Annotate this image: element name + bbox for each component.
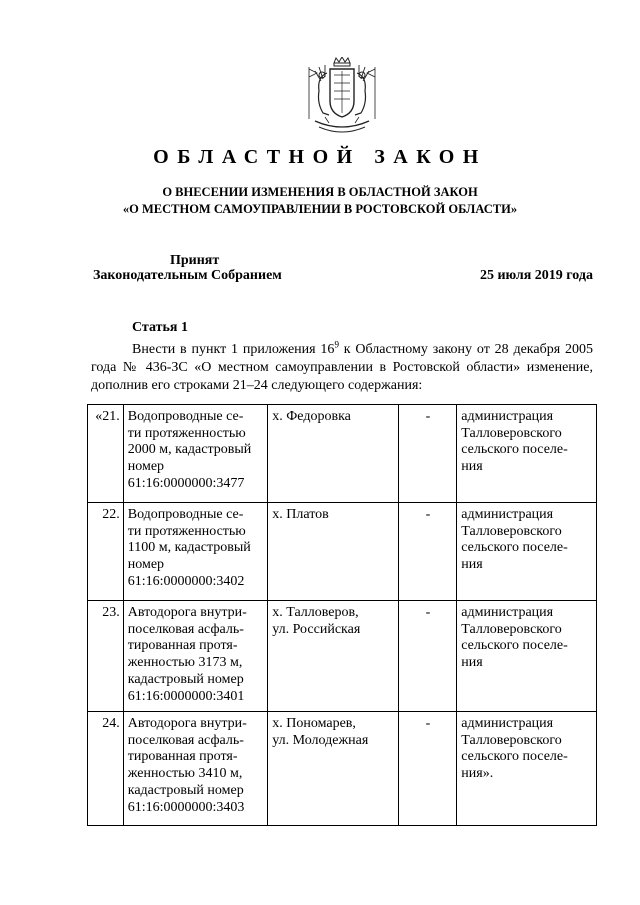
empty-column-dash: - — [398, 601, 457, 712]
administration-name: администрация Талловеровского сельского поселе- ния — [457, 503, 597, 601]
article-heading: Статья 1 — [132, 320, 188, 335]
empty-column-dash: - — [398, 405, 457, 503]
article-text-end: к Областному закону от 28 декабря 2005 года № 436-ЗС «О местном самоуправлении в Ростовской области» изменение, дополнив его строками 21–24 следующего содержания: — [91, 342, 593, 393]
appendix-superscript: 9 — [334, 339, 339, 350]
adoption-date: 25 июля 2019 года — [479, 268, 593, 283]
object-location: х. Федоровка — [268, 405, 398, 503]
object-location: х. Платов — [268, 503, 398, 601]
administration-name: администрация Талловеровского сельского поселе- ния — [457, 601, 597, 712]
administration-name: администрация Талловеровского сельского поселе- ния». — [457, 712, 597, 826]
row-number: 23. — [88, 601, 124, 712]
adopted-label: Принят — [170, 253, 220, 268]
administration-name: администрация Талловеровского сельского поселе- ния — [457, 405, 597, 503]
adopted-by-label: Законодательным Собранием — [93, 268, 282, 283]
article-paragraph — [91, 341, 593, 395]
object-description: Водопроводные се- ти протяженностью 1100 м, кадастровый номер 61:16:0000000:3402 — [123, 503, 268, 601]
law-title: ОБЛАСТНОЙ ЗАКОН — [153, 146, 487, 168]
object-location: х. Талловеров, ул. Российская — [268, 601, 398, 712]
article-text-start: Внести в пункт 1 приложения 16 — [132, 342, 335, 357]
table-row — [88, 405, 597, 503]
empty-column-dash: - — [398, 503, 457, 601]
law-subtitle-line-2: «О МЕСТНОМ САМОУПРАВЛЕНИИ В РОСТОВСКОЙ ОБЛАСТИ» — [122, 202, 518, 216]
object-location: х. Пономарев, ул. Молодежная — [268, 712, 398, 826]
row-number: 22. — [88, 503, 124, 601]
row-number: «21. — [88, 405, 124, 503]
empty-column-dash: - — [398, 712, 457, 826]
amendment-table — [87, 404, 597, 826]
object-description: Автодорога внутри- поселковая асфаль- тированная протя- женностью 3173 м, кадастровый номер 61:16:0000000:3401 — [123, 601, 268, 712]
coat-of-arms-emblem — [305, 57, 379, 139]
object-description: Автодорога внутри- поселковая асфаль- тированная протя- женностью 3410 м, кадастровый номер 61:16:0000000:3403 — [123, 712, 268, 826]
row-number: 24. — [88, 712, 124, 826]
object-description: Водопроводные се- ти протяженностью 2000 м, кадастровый номер 61:16:0000000:3477 — [123, 405, 268, 503]
law-subtitle-line-1: О ВНЕСЕНИИ ИЗМЕНЕНИЯ В ОБЛАСТНОЙ ЗАКОН — [162, 185, 478, 199]
table-row — [88, 601, 597, 712]
table-row — [88, 503, 597, 601]
table-row — [88, 712, 597, 826]
